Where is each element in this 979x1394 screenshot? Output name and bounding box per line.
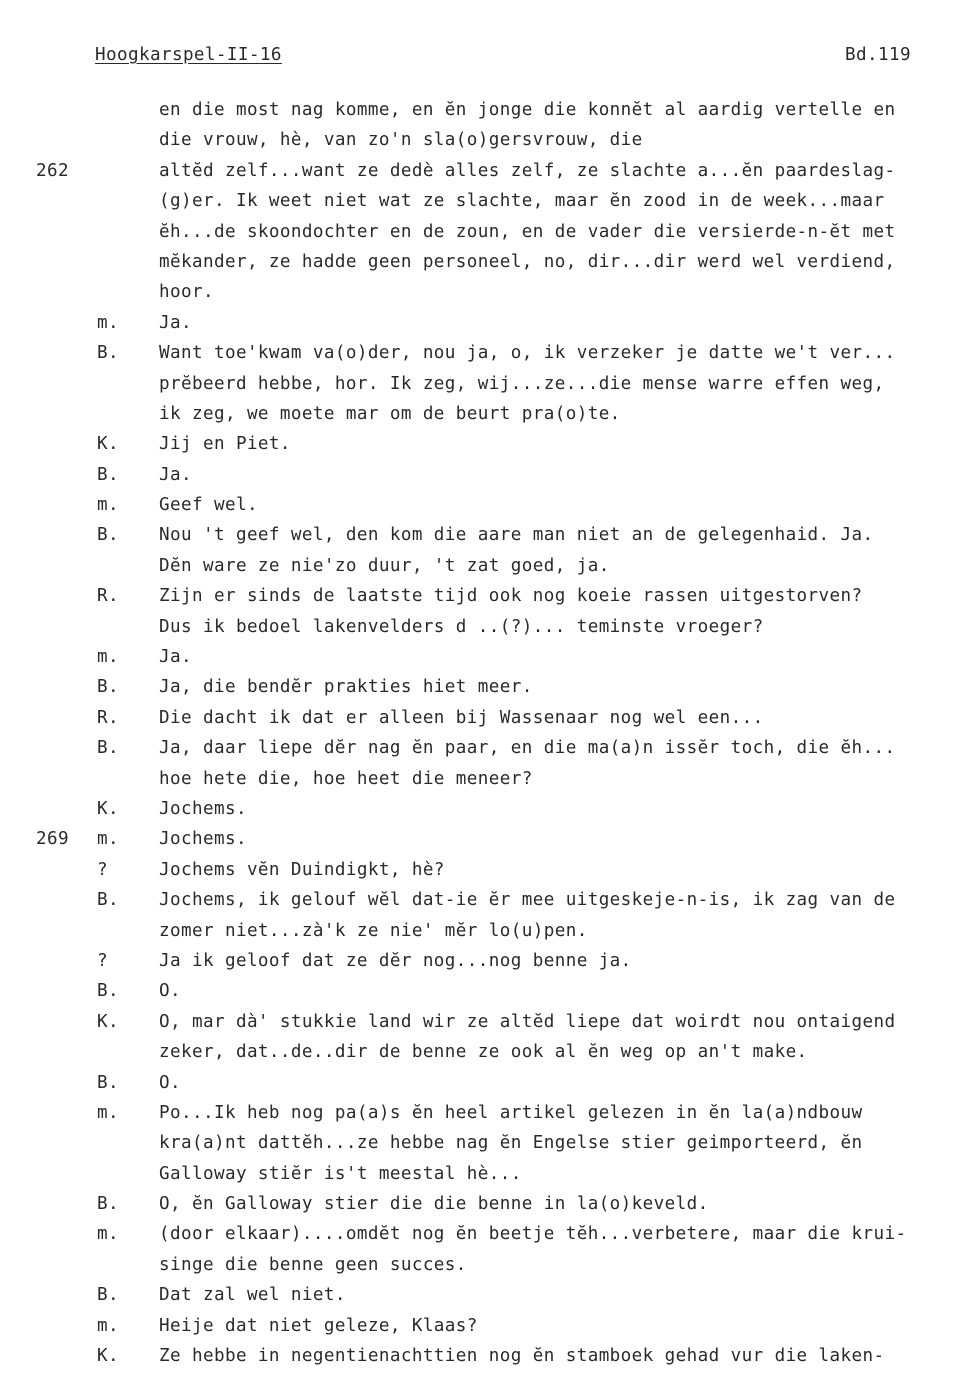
transcript-line [0, 1311, 979, 1341]
transcript-line [0, 824, 979, 854]
transcript-line [0, 95, 979, 125]
line-text: Dus ik bedoel lakenvelders d ..(?)... teminste vroeger? [159, 616, 764, 637]
transcript-line [0, 672, 979, 702]
transcript-line [0, 1250, 979, 1280]
transcript-line [0, 551, 979, 581]
transcript-line [0, 1341, 979, 1371]
line-text: prĕbeerd hebbe, hor. Ik zeg, wij...ze...die mense warre effen weg, [159, 373, 885, 394]
speaker-label: B. [97, 1194, 119, 1215]
transcript-line [0, 764, 979, 794]
line-text: Galloway stiĕr is't meestal hè... [159, 1163, 522, 1184]
transcript-line [0, 125, 979, 155]
speaker-label: B. [97, 677, 119, 698]
transcript-line [0, 733, 979, 763]
line-text: (g)er. Ik weet niet wat ze slachte, maar ĕn zood in de week...maar [159, 191, 885, 212]
speaker-label: R. [97, 707, 119, 728]
line-text: hoe hete die, hoe heet die meneer? [159, 768, 533, 789]
line-text: Want toe'kwam va(o)der, nou ja, o, ik verzeker je datte we't ver... [159, 343, 896, 364]
line-text: O. [159, 981, 181, 1002]
transcript-line [0, 1007, 979, 1037]
transcript-body [0, 95, 979, 1371]
speaker-label: R. [97, 586, 119, 607]
line-text: en die most nag komme, en ĕn jonge die konnĕt al aardig vertelle en [159, 100, 896, 120]
speaker-label: m. [97, 1224, 119, 1245]
transcript-line [0, 490, 979, 520]
line-text: Die dacht ik dat er alleen bij Wassenaar nog wel een... [159, 707, 764, 728]
speaker-label: ? [97, 859, 108, 880]
line-text: altĕd zelf...want ze dedè alles zelf, ze slachte a...ĕn paardeslag- [159, 160, 896, 181]
transcript-line [0, 976, 979, 1006]
line-text: ĕh...de skoondochter en de zoun, en de vader die versierde-n-ĕt met [159, 221, 896, 242]
speaker-label: ? [97, 950, 108, 971]
line-text: Geef wel. [159, 495, 258, 516]
speaker-label: K. [97, 1346, 119, 1367]
transcript-line [0, 1219, 979, 1249]
document-reference: Hoogkarspel-II-16 [95, 45, 282, 65]
line-text: Zijn er sinds de laatste tijd ook nog koeie rassen uitgestorven? [159, 586, 863, 607]
transcript-line [0, 1098, 979, 1128]
line-text: Ja. [159, 647, 192, 668]
line-text: die vrouw, hè, van zo'n sla(o)gersvrouw, die [159, 130, 643, 151]
line-text: Jochems. [159, 798, 247, 819]
line-text: Jochems. [159, 829, 247, 850]
speaker-label: B. [97, 1072, 119, 1093]
line-text: O. [159, 1072, 181, 1093]
line-number: 262 [36, 160, 69, 181]
transcript-line [0, 308, 979, 338]
line-text: Dĕn ware ze nie'zo duur, 't zat goed, ja. [159, 555, 610, 576]
line-text: hoor. [159, 282, 214, 303]
line-text: Jochems vĕn Duindigkt, hè? [159, 859, 445, 880]
transcript-line [0, 916, 979, 946]
transcript-line [0, 399, 979, 429]
line-text: Nou 't geef wel, den kom die aare man niet an de gelegenhaid. Ja. [159, 525, 874, 546]
speaker-label: B. [97, 464, 119, 485]
speaker-label: B. [97, 525, 119, 546]
line-text: kra(a)nt dattĕh...ze hebbe nag ĕn Engelse stier geimporteerd, ĕn [159, 1133, 863, 1154]
transcript-line [0, 885, 979, 915]
transcript-line [0, 612, 979, 642]
speaker-label: B. [97, 890, 119, 911]
speaker-label: m. [97, 647, 119, 668]
transcript-line [0, 1037, 979, 1067]
transcript-line [0, 247, 979, 277]
transcript-line [0, 217, 979, 247]
transcript-line [0, 186, 979, 216]
speaker-label: K. [97, 798, 119, 819]
speaker-label: m. [97, 829, 119, 850]
line-text: Jij en Piet. [159, 434, 291, 455]
line-text: mĕkander, ze hadde geen personeel, no, dir...dir werd wel verdiend, [159, 251, 896, 272]
transcript-line [0, 277, 979, 307]
transcript-line [0, 855, 979, 885]
line-text: Dat zal wel niet. [159, 1285, 346, 1306]
speaker-label: K. [97, 1011, 119, 1032]
line-text: Ze hebbe in negentienachttien nog ĕn stamboek gehad vur die laken- [159, 1346, 885, 1367]
line-text: Ja, daar liepe dĕr nag ĕn paar, en die ma(a)n issĕr toch, die ĕh... [159, 738, 896, 759]
speaker-label: K. [97, 434, 119, 455]
line-text: O, mar dà' stukkie land wir ze altĕd liepe dat woirdt nou ontaigend [159, 1011, 896, 1032]
transcript-line [0, 1068, 979, 1098]
line-text: Po...Ik heb nog pa(a)s ĕn heel artikel gelezen in ĕn la(a)ndbouw [159, 1102, 863, 1123]
line-text: (door elkaar)....omdĕt nog ĕn beetje tĕh...verbetere, maar die krui- [159, 1224, 907, 1245]
transcript-line [0, 642, 979, 672]
transcript-line [0, 1128, 979, 1158]
speaker-label: m. [97, 495, 119, 516]
line-number: 269 [36, 829, 69, 850]
transcript-line [0, 1159, 979, 1189]
transcript-line [0, 703, 979, 733]
transcript-line [0, 338, 979, 368]
line-text: Jochems, ik gelouf wĕl dat-ie ĕr mee uitgeskeje-n-is, ik zag van de [159, 890, 896, 911]
speaker-label: m. [97, 1315, 119, 1336]
transcript-line [0, 946, 979, 976]
speaker-label: B. [97, 1285, 119, 1306]
line-text: singe die benne geen succes. [159, 1254, 467, 1275]
transcript-line [0, 369, 979, 399]
speaker-label: m. [97, 1102, 119, 1123]
transcript-line [0, 794, 979, 824]
transcript-line [0, 460, 979, 490]
line-text: Ja. [159, 312, 192, 333]
transcript-line [0, 1189, 979, 1219]
speaker-label: m. [97, 312, 119, 333]
line-text: Ja ik geloof dat ze dĕr nog...nog benne ja. [159, 950, 632, 971]
page-number: Bd.119 [845, 45, 911, 65]
speaker-label: B. [97, 738, 119, 759]
line-text: Ja. [159, 464, 192, 485]
speaker-label: B. [97, 343, 119, 364]
speaker-label: B. [97, 981, 119, 1002]
line-text: Ja, die bendĕr prakties hiet meer. [159, 677, 533, 698]
transcript-line [0, 581, 979, 611]
line-text: zeker, dat..de..dir de benne ze ook al ĕn weg op an't make. [159, 1042, 808, 1063]
line-text: ik zeg, we moete mar om de beurt pra(o)te. [159, 403, 621, 424]
transcript-line [0, 520, 979, 550]
line-text: O, ĕn Galloway stier die die benne in la(o)keveld. [159, 1194, 709, 1215]
line-text: Heije dat niet geleze, Klaas? [159, 1315, 478, 1336]
line-text: zomer niet...zà'k ze nie' mĕr lo(u)pen. [159, 920, 588, 941]
transcript-line [0, 429, 979, 459]
transcript-line [0, 1280, 979, 1310]
transcript-line [0, 156, 979, 186]
